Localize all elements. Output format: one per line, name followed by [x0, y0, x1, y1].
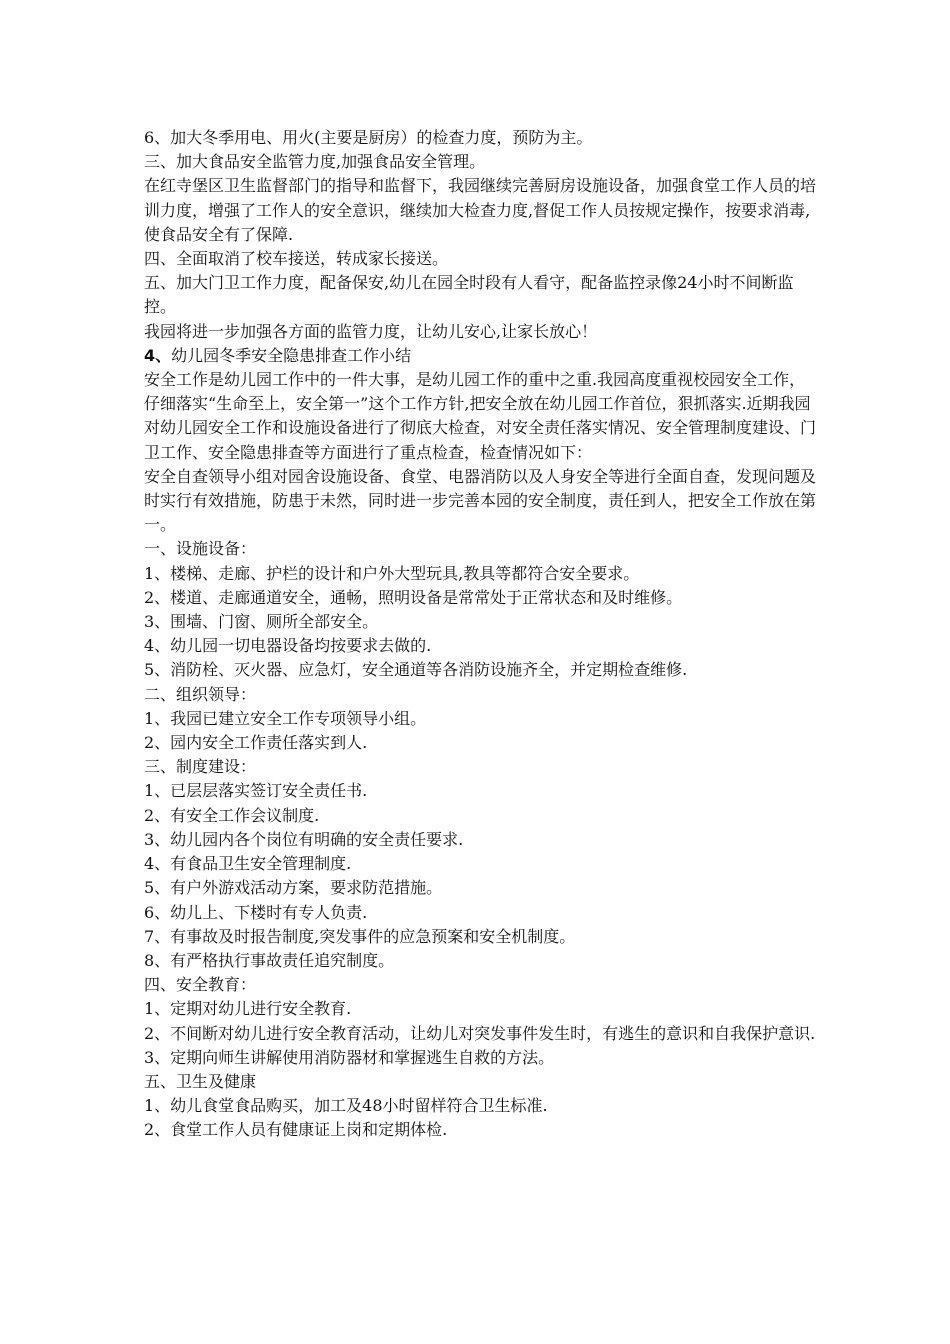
section-heading [144, 344, 816, 368]
list-item: 1、已层层落实签订安全责任书. [144, 781, 368, 801]
list-item: 2、有安全工作会议制度. [144, 805, 320, 825]
list-item: 1、楼梯、走廊、护栏的设计和户外大型玩具,教具等都符合安全要求。 [144, 563, 640, 583]
paragraph: 四、全面取消了校车接送，转成家长接送。 [144, 249, 449, 269]
document-body [144, 126, 816, 1143]
list-item: 1、幼儿食堂食品购买，加工及48小时留样符合卫生标准. [144, 1096, 548, 1116]
list-item: 6、幼儿上、下楼时有专人负责. [144, 902, 368, 922]
section-number: 4、 [144, 345, 172, 365]
list-item: 1、我园已建立安全工作专项领导小组。 [144, 708, 427, 728]
subheading: 二、组织领导： [144, 684, 257, 704]
paragraph: 我园将进一步加强各方面的监管力度，让幼儿安心,让家长放心！ [144, 321, 598, 341]
subheading: 五、卫生及健康 [144, 1071, 257, 1091]
list-item: 4、幼儿园一切电器设备均按要求去做的. [144, 636, 432, 656]
paragraph: 6、加大冬季用电、用火(主要是厨房）的检查力度，预防为主。 [144, 128, 593, 147]
list-item: 3、幼儿园内各个岗位有明确的安全责任要求. [144, 829, 464, 849]
list-item: 3、定期向师生讲解使用消防器材和掌握逃生自救的方法。 [144, 1047, 555, 1067]
list-item: 2、不间断对幼儿进行安全教育活动，让幼儿对突发事件发生时，有逃生的意识和自我保护意识. [144, 1023, 816, 1043]
list-item: 5、消防栓、灭火器、应急灯，安全通道等各消防设施齐全，并定期检查维修. [144, 660, 688, 680]
paragraph: 安全自查领导小组对园舍设施设备、食堂、电器消防以及人身安全等进行全面自查，发现问题及时实行有效措施，防患于未然，同时进一步完善本园的安全制度，责任到人，把安全工作放在第一。 [144, 466, 817, 535]
subheading: 四、安全教育： [144, 975, 257, 995]
section-title: 幼儿园冬季安全隐患排查工作小结 [171, 345, 412, 365]
list-item: 2、楼道、走廊通道安全，通畅，照明设备是常常处于正常状态和及时维修。 [144, 587, 683, 607]
paragraph: 在红寺堡区卫生监督部门的指导和监督下，我园继续完善厨房设施设备，加强食堂工作人员的培训力度，增强了工作人的安全意识，继续加大检查力度,督促工作人员按规定操作，按要求消毒,使食品安全有了保障. [144, 176, 817, 244]
list-item: 1、定期对幼儿进行安全教育. [144, 999, 352, 1019]
list-item: 4、有食品卫生安全管理制度. [144, 854, 352, 874]
list-item: 2、园内安全工作责任落实到人. [144, 733, 368, 753]
list-item: 7、有事故及时报告制度,突发事件的应急预案和安全机制度。 [144, 926, 576, 946]
paragraph: 三、加大食品安全监管力度,加强食品安全管理。 [144, 152, 486, 172]
paragraph: 五、加大门卫工作力度，配备保安,幼儿在园全时段有人看守，配备监控录像24小时不间断监控。 [144, 273, 794, 317]
subheading: 三、制度建设： [144, 757, 257, 777]
subheading: 一、设施设备： [144, 539, 257, 559]
list-item: 8、有严格执行事故责任追究制度。 [144, 950, 395, 970]
list-item: 5、有户外游戏活动方案，要求防范措施。 [144, 878, 443, 898]
list-item: 2、食堂工作人员有健康证上岗和定期体检. [144, 1120, 448, 1140]
paragraph: 安全工作是幼儿园工作中的一件大事，是幼儿园工作的重中之重.我园高度重视校园安全工作，仔细落实“生命至上，安全第一”这个工作方针,把安全放在幼儿园工作首位，狠抓落实.近期我园对幼儿园安全工作和设施设备进行了彻底大检查，对安全责任落实情况、安全管理制度建设、门卫工作、安全隐患排查等方面进行了重点检查，检查情况如下： [144, 370, 817, 462]
list-item: 3、围墙、门窗、厕所全部安全。 [144, 612, 379, 632]
